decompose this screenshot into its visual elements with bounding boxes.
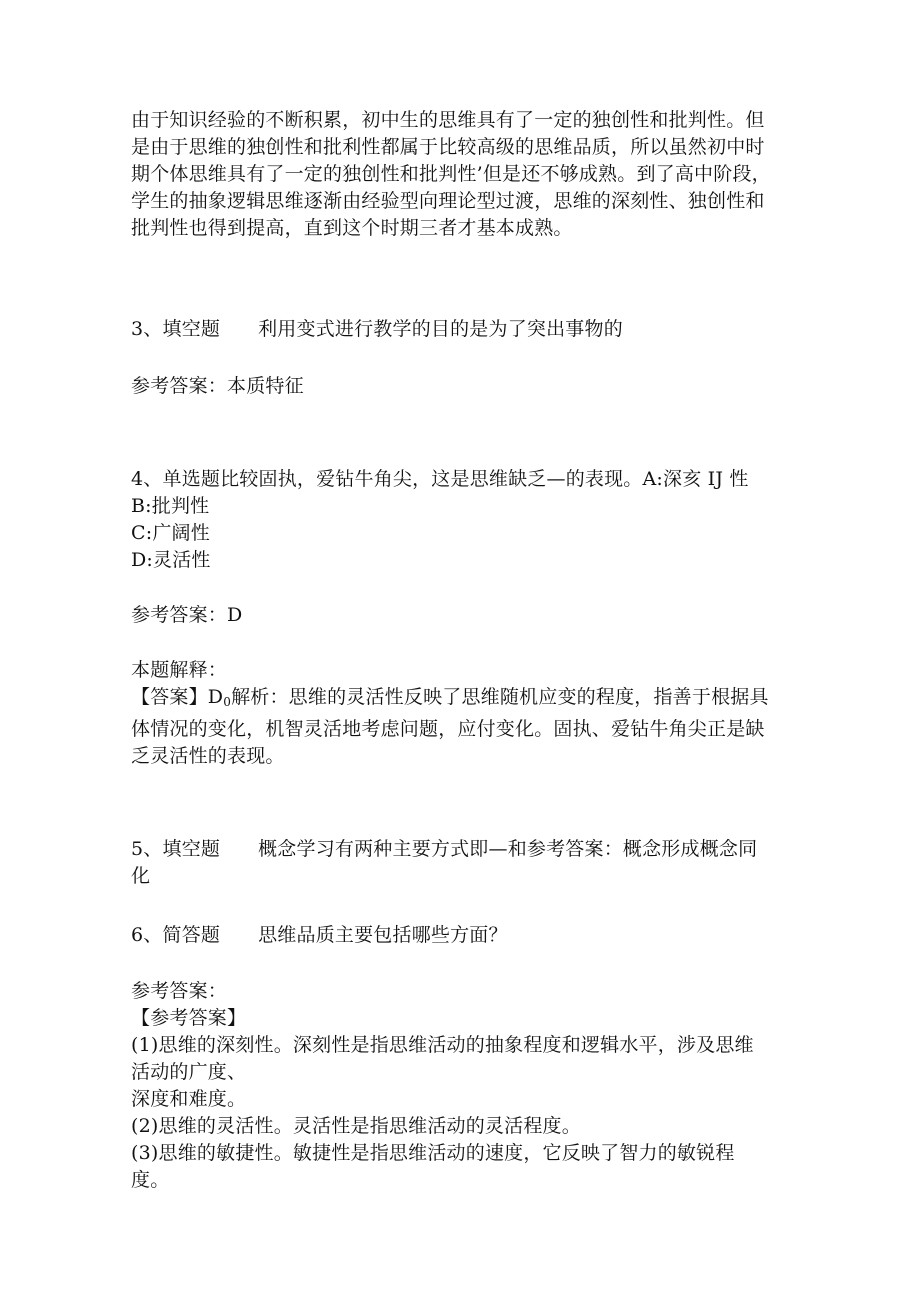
explanation-subscript: 0: [223, 695, 232, 709]
explanation-line: [131, 684, 791, 716]
explanation-answer-tag: 【答案】D: [131, 686, 224, 708]
question-4-answer-text: 参考答案：D: [131, 604, 243, 626]
question-3-answer-text: 参考答案：本质特征: [131, 375, 304, 397]
question-5-text: 概念学习有两种主要方式即—和参考答案：概念形成概念同: [258, 838, 758, 860]
answer-item-1: (1)思维的深刻性。深刻性是指思维活动的抽象程度和逻辑水平，涉及思维: [131, 1034, 754, 1056]
answer-header: 【参考答案】: [131, 1007, 247, 1029]
question-4-answer: [131, 602, 791, 629]
question-4-stem: 4、单选题比较固执，爱钻牛角尖，这是思维缺乏—的表现。A:深亥 IJ 性: [131, 468, 749, 490]
question-6-header: [131, 922, 791, 949]
question-4-explanation: [131, 657, 791, 770]
explanation-title: 本题解释：: [131, 659, 228, 681]
intro-line: 由于知识经验的不断积累，初中生的思维具有了一定的独创性和批判性。但: [131, 109, 765, 131]
answer-item-1-continued: 深度和难度。: [131, 1088, 247, 1110]
question-6-answer: [131, 978, 791, 1194]
question-3-header: [131, 316, 791, 343]
explanation-line: 乏灵活性的表现。: [131, 745, 285, 767]
question-4: [131, 466, 791, 574]
question-4-option-b: B:批判性: [131, 495, 210, 517]
intro-line: 批判性也得到提高，直到这个时期三者才基本成熟。: [131, 217, 573, 239]
question-5-text-continued: 化: [131, 865, 151, 887]
intro-line: 学生的抽象逻辑思维逐渐由经验型向理论型过渡，思维的深刻性、独创性和: [131, 190, 765, 212]
question-6-text: 思维品质主要包括哪些方面？: [258, 924, 508, 946]
question-4-option-c: C:广阔性: [131, 522, 210, 544]
answer-item-2: (2)思维的灵活性。灵活性是指思维活动的灵活程度。: [131, 1115, 581, 1137]
question-6: [131, 922, 791, 949]
question-5-header: [131, 836, 791, 863]
intro-paragraph: [131, 107, 791, 242]
question-3-text: 利用变式进行教学的目的是为了突出事物的: [258, 318, 623, 340]
explanation-text: 解析：思维的灵活性反映了思维随机应变的程度，指善于根据具: [231, 686, 769, 708]
question-4-option-d: D:灵活性: [131, 549, 211, 571]
question-6-number: 6、简答题: [131, 924, 221, 946]
question-5-number: 5、填空题: [131, 838, 221, 860]
answer-item-3-continued: 度。: [131, 1169, 170, 1191]
question-5: [131, 836, 791, 890]
answer-item-3: (3)思维的敏捷性。敏捷性是指思维活动的速度，它反映了智力的敏锐程: [131, 1142, 735, 1164]
question-3-answer: [131, 373, 791, 400]
explanation-line: 体情况的变化，机智灵活地考虑问题，应付变化。固执、爱钻牛角尖正是缺: [131, 718, 765, 740]
intro-line: 期个体思维具有了一定的独创性和批判性’但是还不够成熟。到了高中阶段，: [131, 163, 771, 185]
answer-label: 参考答案：: [131, 980, 228, 1002]
question-3-number: 3、填空题: [131, 318, 221, 340]
question-3: [131, 316, 791, 343]
intro-line: 是由于思维的独创性和批利性都属于比较高级的思维品质，所以虽然初中时: [131, 136, 765, 158]
answer-item-1-continued: 活动的广度、: [131, 1061, 247, 1083]
